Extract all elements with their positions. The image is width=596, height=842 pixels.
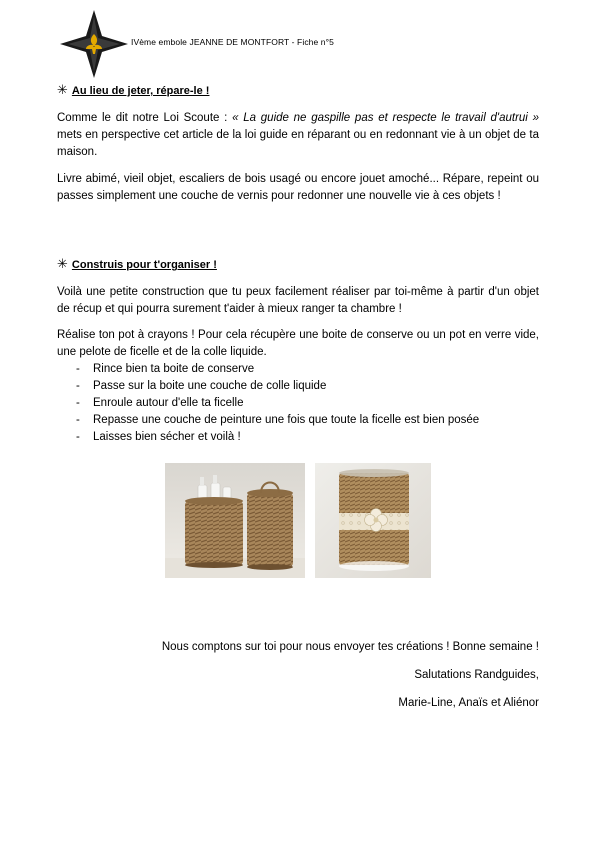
logo-compass-star-icon [58,8,130,80]
section2-heading [57,256,217,272]
header-title: IVème embole JEANNE DE MONTFORT - Fiche n°5 [131,37,334,47]
photo-lace-jar [315,463,431,578]
salutation: Salutations Randguides, [414,669,539,681]
section1-p1-rest: mets en perspective cet article de la loi guide en réparant ou en redonnant vie à un objet de ta maison. [57,129,539,158]
section2-paragraph1 [57,284,539,318]
list-item: - Repasse une couche de peinture une fois que toute la ficelle est bien posée [57,412,539,429]
section1-paragraph2 [57,171,539,205]
list-item: - Rince bien ta boite de conserve [57,361,539,378]
section1-p2-text: Livre abimé, vieil objet, escaliers de bois usagé ou encore jouet amoché... Répare, repeint ou passes simplement une couche de vernis pour redonner une nouvelle vie à ces objets ! [57,173,539,202]
section2-p1-text: Voilà une petite construction que tu peux facilement réaliser par toi-même à partir d'un objet de récup et qui pourra surement t'aider à mieux ranger ta chambre ! [57,286,539,315]
section1-paragraph1 [57,110,539,161]
list-item: - Laisses bien sécher et voilà ! [57,429,539,446]
section1-heading [57,82,209,98]
section2-paragraph2 [57,327,539,361]
photo-twine-jars [165,463,305,578]
list-item: - Passe sur la boite une couche de colle liquide [57,378,539,395]
asterisk-icon: ✳ [57,82,68,97]
signature: Marie-Line, Anaïs et Aliénor [398,697,539,709]
section2-heading-text: Construis pour t'organiser ! [71,259,217,271]
loi-quote: « La guide ne gaspille pas et respecte le travail d'autrui » [232,112,539,124]
list-item: - Enroule autour d'elle ta ficelle [57,395,539,412]
section1-p1-lead: Comme le dit notre Loi Scoute : [57,112,233,124]
closing-line: Nous comptons sur toi pour nous envoyer tes créations ! Bonne semaine ! [161,641,539,653]
asterisk-icon: ✳ [57,256,68,271]
section1-heading-text: Au lieu de jeter, répare-le ! [71,85,210,97]
steps-list [57,361,539,446]
section2-p2-text: Réalise ton pot à crayons ! Pour cela récupère une boite de conserve ou un pot en verre vide, une pelote de ficelle et de la colle liquide. [57,329,539,358]
